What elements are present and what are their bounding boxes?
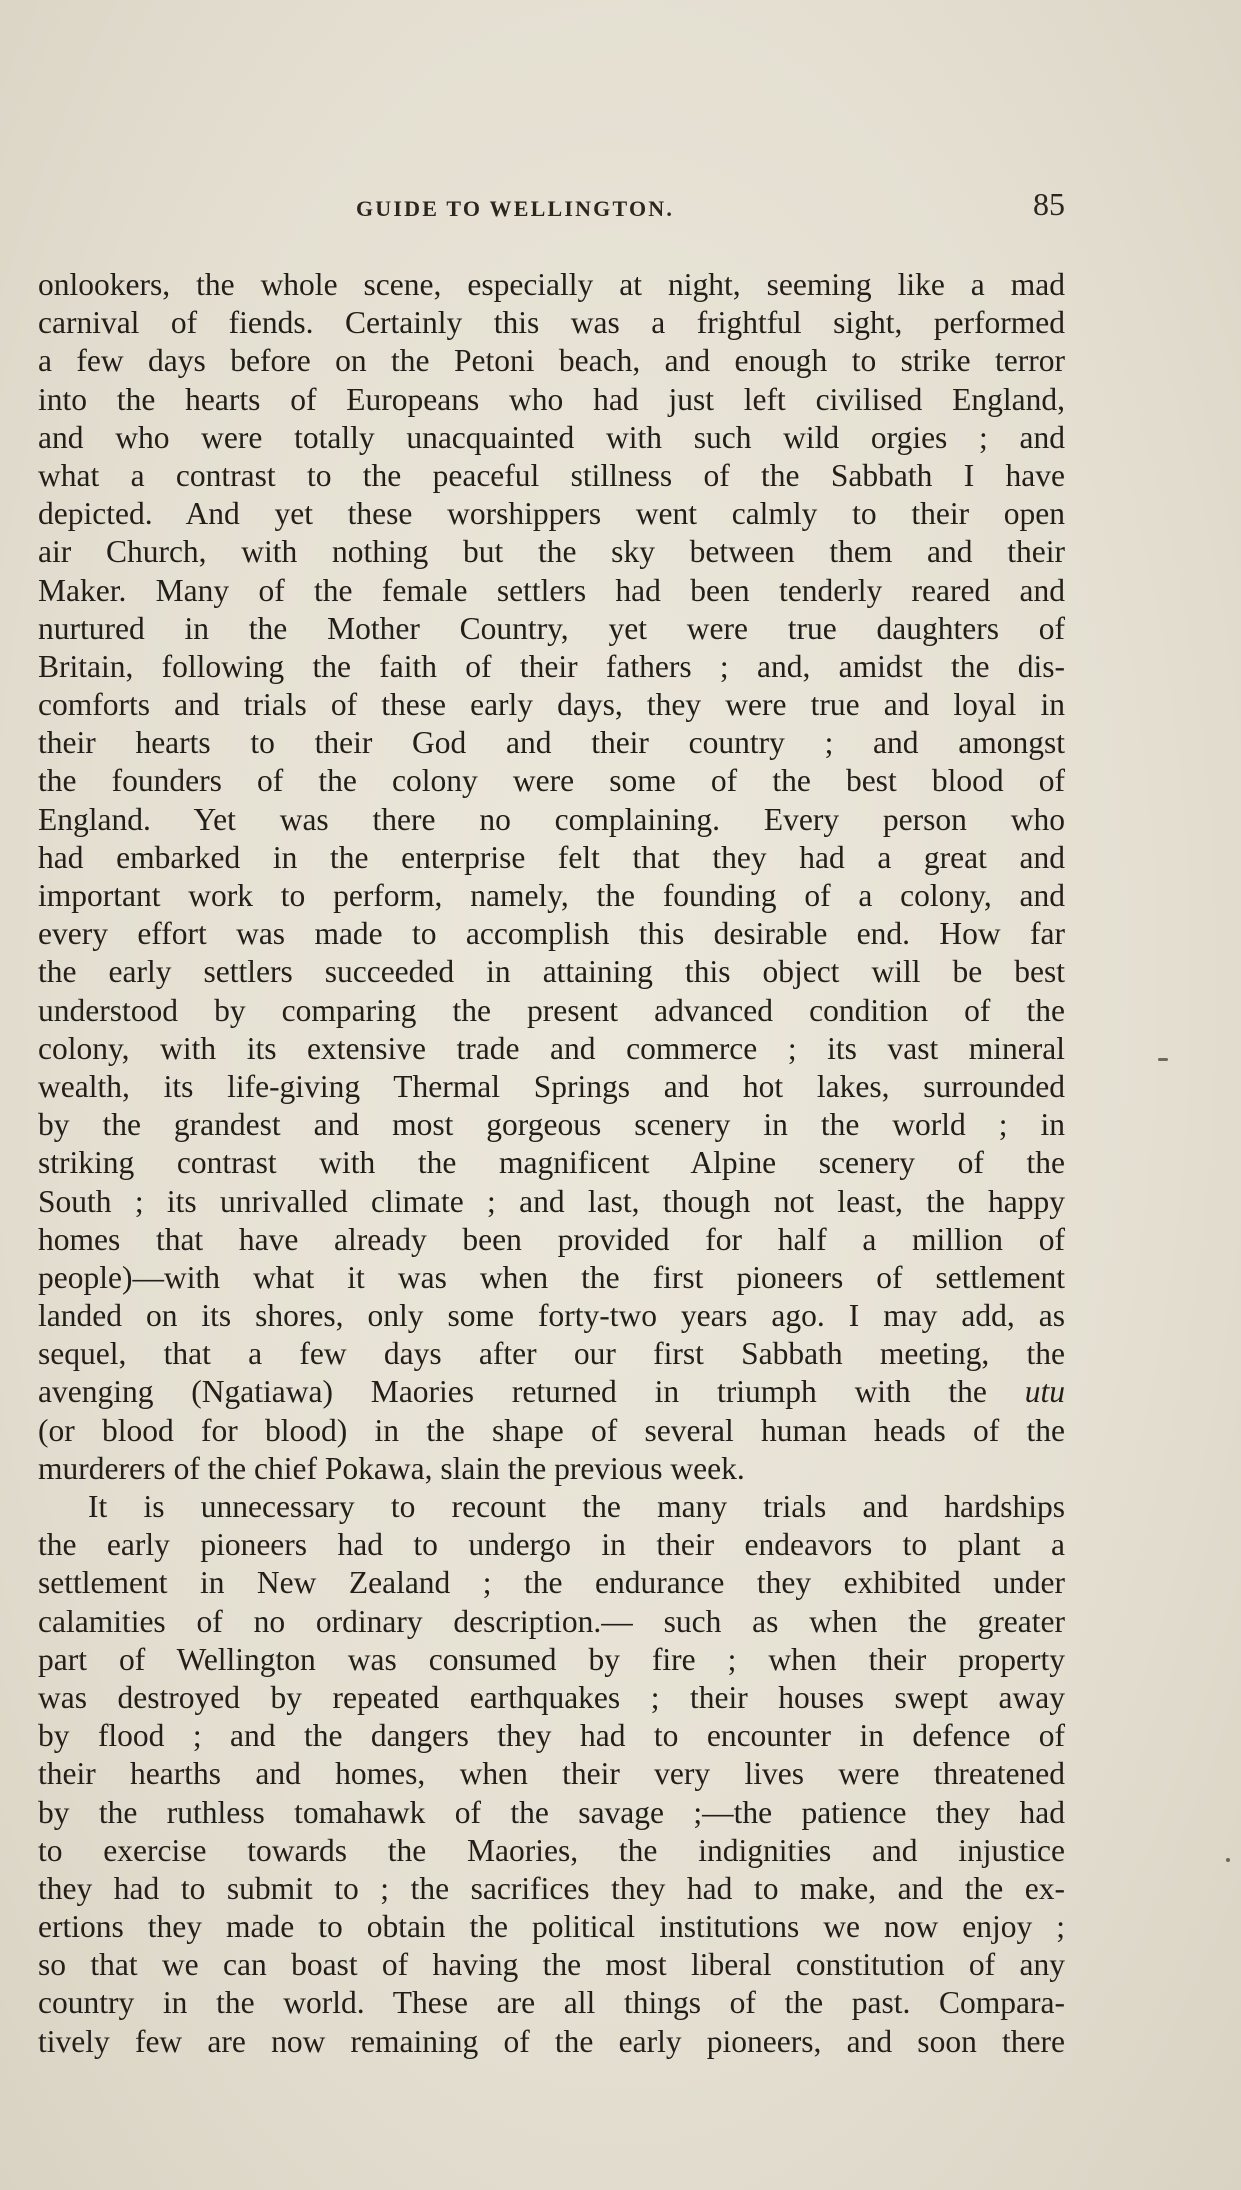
page-number: 85 <box>1033 186 1065 222</box>
running-head <box>0 186 1241 226</box>
text-line: had embarked in the enterprise felt that they had a great and <box>38 839 1065 875</box>
text-line: they had to submit to ; the sacrifices they had to make, and the ex- <box>38 1870 1065 1906</box>
text-line: by the grandest and most gorgeous scenery in the world ; in <box>38 1107 1065 1143</box>
text-line: striking contrast with the magnificent Alpine scenery of the <box>38 1145 1065 1181</box>
text-line: by flood ; and the dangers they had to encounter in defence of <box>38 1718 1065 1754</box>
text-line: South ; its unrivalled climate ; and last, though not least, the happy <box>38 1183 1065 1219</box>
text-line: part of Wellington was consumed by fire ; when their property <box>38 1641 1065 1677</box>
text-line: wealth, its life-giving Thermal Springs and hot lakes, surrounded <box>38 1068 1065 1104</box>
text-line: calamities of no ordinary description.— such as when the greater <box>38 1603 1065 1639</box>
paper-speck <box>1158 1058 1168 1061</box>
text-line: ertions they made to obtain the political institutions we now enjoy ; <box>38 1909 1065 1945</box>
text-line: understood by comparing the present advanced condition of the <box>38 992 1065 1028</box>
text-line: the early settlers succeeded in attaining this object will be best <box>38 954 1065 990</box>
italic-word: utu <box>1024 1374 1065 1410</box>
text-line: country in the world. These are all things of the past. Compara- <box>38 1985 1065 2021</box>
text-line: into the hearts of Europeans who had just left civilised England, <box>38 381 1065 417</box>
text-line: settlement in New Zealand ; the endurance they exhibited under <box>38 1565 1065 1601</box>
text-line: important work to perform, namely, the founding of a colony, and <box>38 878 1065 913</box>
text-line: air Church, with nothing but the sky between them and their <box>38 534 1065 570</box>
text-line: tively few are now remaining of the early pioneers, and soon there <box>38 2023 1065 2059</box>
text-line: the early pioneers had to undergo in their endeavors to plant a <box>38 1527 1065 1563</box>
text-line: every effort was made to accomplish this desirable end. How far <box>38 916 1065 952</box>
text-line: a few days before on the Petoni beach, and enough to strike terror <box>38 343 1065 379</box>
text-line: landed on its shores, only some forty-two years ago. I may add, as <box>38 1298 1065 1334</box>
running-title: GUIDE TO WELLINGTON. <box>356 196 675 221</box>
paper-speck <box>1226 1858 1230 1862</box>
text-line: to exercise towards the Maories, the indignities and injustice <box>38 1832 1065 1868</box>
text-line: homes that have already been provided for half a million of <box>38 1221 1065 1257</box>
text-line: colony, with its extensive trade and commerce ; its vast mineral <box>38 1030 1065 1066</box>
text-line: Maker. Many of the female settlers had been tenderly reared and <box>38 572 1065 608</box>
text-line: their hearts to their God and their country ; and amongst <box>38 725 1065 761</box>
text-line: depicted. And yet these worshippers went calmly to their open <box>38 496 1065 532</box>
paragraph-end-line: murderers of the chief Pokawa, slain the previous week. <box>38 1450 745 1486</box>
paragraph-indent-line: It is unnecessary to recount the many trials and hardships <box>88 1489 1065 1524</box>
text-line: carnival of fiends. Certainly this was a frightful sight, performed <box>38 305 1065 341</box>
text-line: and who were totally unacquainted with such wild orgies ; and <box>38 419 1065 455</box>
text-line: by the ruthless tomahawk of the savage ;—the patience they had <box>38 1794 1065 1830</box>
text-line: sequel, that a few days after our first Sabbath meeting, the <box>38 1336 1065 1372</box>
text-line: the founders of the colony were some of the best blood of <box>38 763 1065 799</box>
text-line: Britain, following the faith of their fathers ; and, amidst the dis- <box>38 648 1065 684</box>
text-line: (or blood for blood) in the shape of several human heads of the <box>38 1412 1065 1448</box>
text-line-with-italic <box>38 1373 1065 1411</box>
body-text <box>38 266 1065 2061</box>
text-line: people)—with what it was when the first pioneers of settlement <box>38 1259 1065 1295</box>
text-line: onlookers, the whole scene, especially at night, seeming like a mad <box>38 267 1065 302</box>
text-run: avenging (Ngatiawa) Maories returned in triumph with the <box>38 1374 1025 1410</box>
text-line: so that we can boast of having the most liberal constitution of any <box>38 1947 1065 1983</box>
text-line: what a contrast to the peaceful stillness of the Sabbath I have <box>38 457 1065 493</box>
text-line: comforts and trials of these early days, they were true and loyal in <box>38 687 1065 723</box>
text-line: England. Yet was there no complaining. Every person who <box>38 801 1065 837</box>
text-line: their hearths and homes, when their very lives were threatened <box>38 1756 1065 1792</box>
text-line: was destroyed by repeated earthquakes ; their houses swept away <box>38 1679 1065 1715</box>
text-line: nurtured in the Mother Country, yet were true daughters of <box>38 610 1065 646</box>
